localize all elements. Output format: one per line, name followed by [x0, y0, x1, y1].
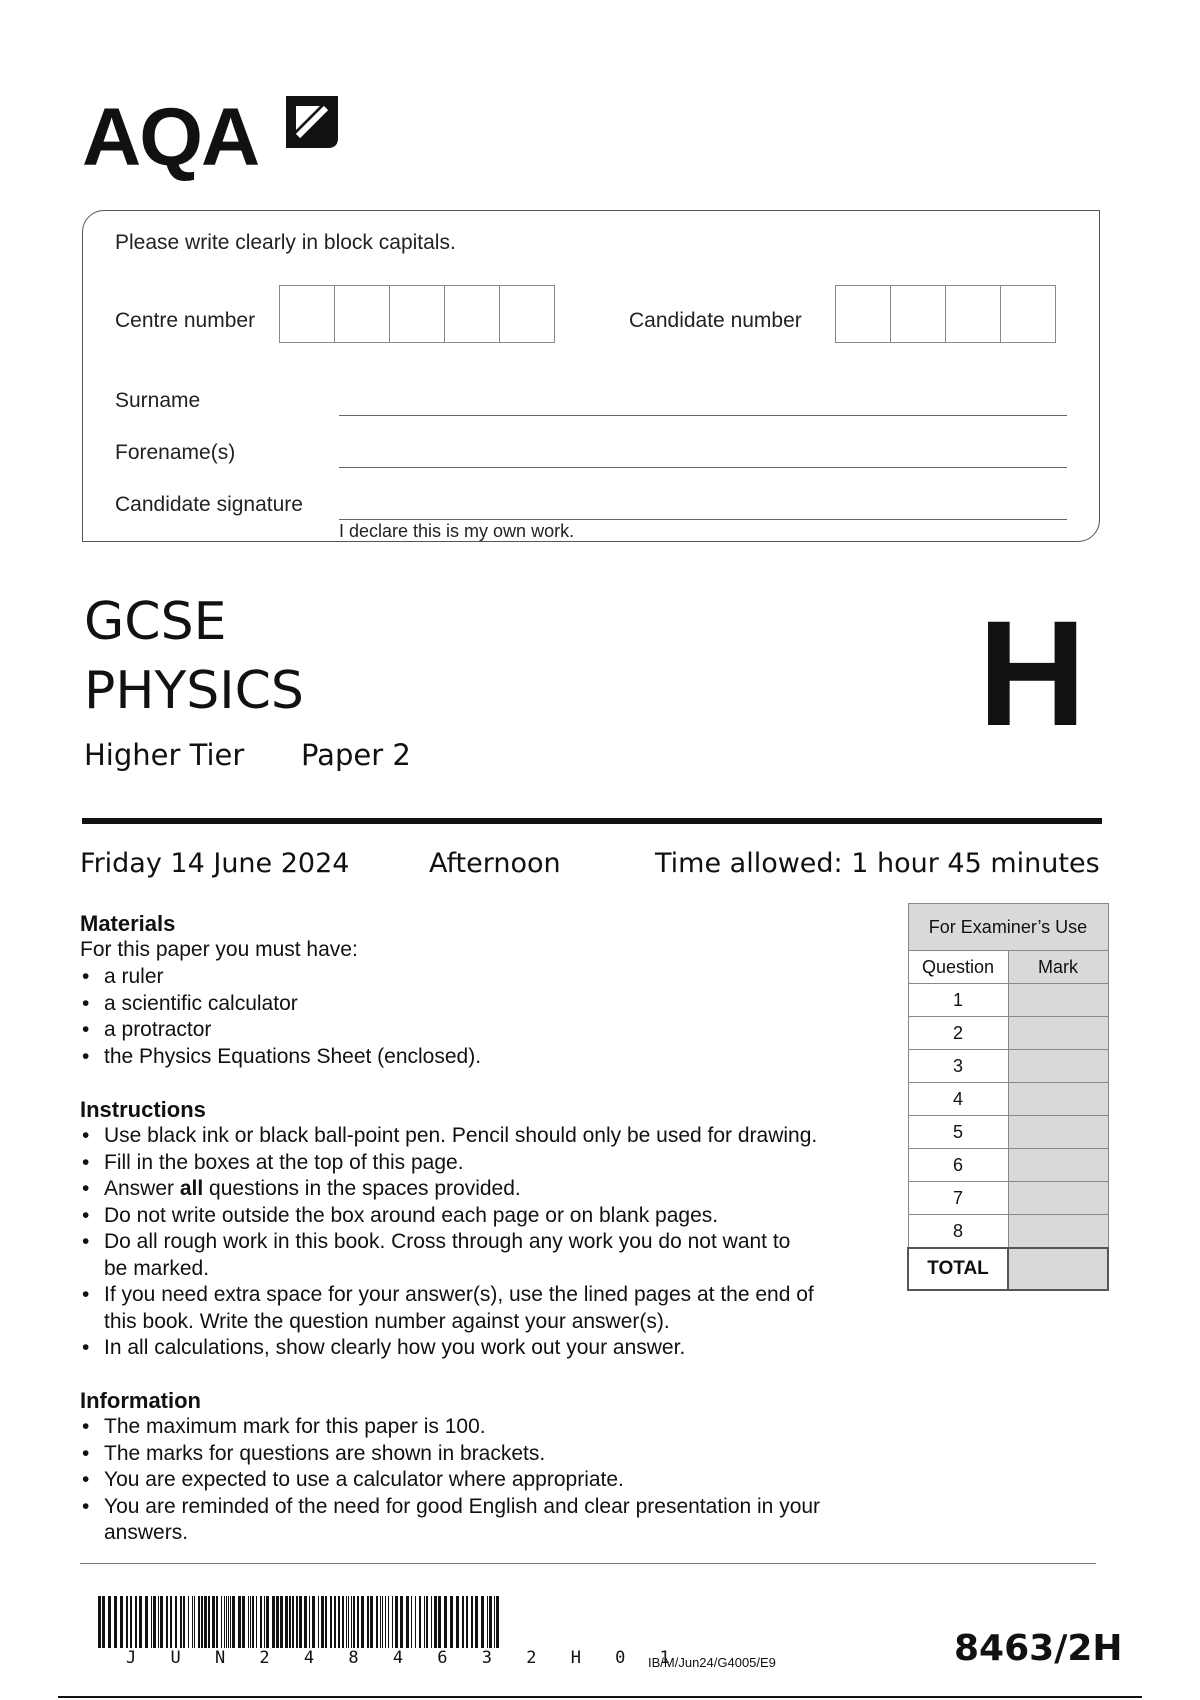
barcode-bar: [221, 1596, 222, 1648]
barcode-bar: [346, 1596, 347, 1648]
barcode-bar: [230, 1596, 231, 1648]
candidate-details-box: [82, 210, 1100, 542]
barcode-bar: [462, 1596, 464, 1648]
forenames-line[interactable]: [339, 467, 1067, 468]
barcode-bar: [330, 1596, 332, 1648]
signature-line[interactable]: [339, 519, 1067, 520]
mark-cell: [1008, 1116, 1108, 1149]
signature-label: Candidate signature: [115, 493, 303, 516]
barcode-digits: J U N 2 4 8 4 6 3 2 H 0 1: [126, 1648, 682, 1668]
barcode-bar: [348, 1596, 349, 1648]
candidate-number-boxes[interactable]: [835, 285, 1055, 343]
qualification-title: GCSE: [84, 592, 227, 652]
barcode-bar: [280, 1596, 283, 1648]
declaration-text: I declare this is my own work.: [339, 521, 575, 541]
barcode-bar: [489, 1596, 492, 1648]
barcode-bar: [385, 1596, 386, 1648]
title-divider: [82, 818, 1102, 824]
barcode-bar: [264, 1596, 265, 1648]
list-item: • a ruler: [80, 964, 870, 991]
barcode-bar: [183, 1596, 185, 1648]
paper-label: Paper 2: [301, 738, 411, 772]
barcode-bar: [312, 1596, 315, 1648]
tier-letter: H: [978, 589, 1087, 757]
barcode-bar: [342, 1596, 344, 1648]
bottom-border: [58, 1696, 1142, 1698]
barcode-bar: [481, 1596, 484, 1648]
barcode-bar: [120, 1596, 123, 1648]
list-item: • The maximum mark for this paper is 100.: [80, 1414, 840, 1441]
barcode-bar: [367, 1596, 369, 1648]
mark-cell: [1008, 1017, 1108, 1050]
barcode-image: [96, 1596, 506, 1654]
barcode-bar: [471, 1596, 473, 1648]
barcode-bar: [406, 1596, 409, 1648]
barcode-bar: [400, 1596, 403, 1648]
barcode-bar: [370, 1596, 373, 1648]
barcode-bar: [256, 1596, 257, 1648]
barcode-bar: [272, 1596, 275, 1648]
barcode-bar: [266, 1596, 269, 1648]
question-number: 5: [908, 1116, 1008, 1149]
list-item: • a protractor: [80, 1017, 870, 1044]
subject-title: PHYSICS: [84, 661, 304, 721]
logo-mark-icon: [282, 92, 342, 152]
centre-digit-box[interactable]: [444, 285, 500, 343]
barcode-bar: [158, 1596, 159, 1648]
footer-divider: [80, 1563, 1096, 1564]
centre-digit-box[interactable]: [389, 285, 445, 343]
barcode-bar: [450, 1596, 453, 1648]
barcode-bar: [318, 1596, 319, 1648]
barcode-bar: [382, 1596, 383, 1648]
instructions-heading: Instructions: [80, 1097, 206, 1122]
barcode-bar: [188, 1596, 189, 1648]
barcode-bar: [242, 1596, 245, 1648]
question-number: 4: [908, 1083, 1008, 1116]
logo-text: AQA: [82, 92, 259, 183]
instructions-list: [80, 1123, 880, 1362]
candidate-number-label: Candidate number: [629, 309, 802, 332]
barcode-bar: [232, 1596, 235, 1648]
barcode-bar: [238, 1596, 241, 1648]
barcode-bar: [198, 1596, 200, 1648]
candidate-digit-box[interactable]: [1000, 285, 1056, 343]
barcode-bar: [411, 1596, 412, 1648]
information-heading: Information: [80, 1388, 201, 1413]
candidate-digit-box[interactable]: [890, 285, 946, 343]
centre-digit-box[interactable]: [499, 285, 555, 343]
barcode-bar: [194, 1596, 195, 1648]
barcode-bar: [151, 1596, 152, 1648]
barcode-bar: [292, 1596, 294, 1648]
barcode-bar: [260, 1596, 262, 1648]
mark-cell: [1008, 1083, 1108, 1116]
candidate-digit-box[interactable]: [835, 285, 891, 343]
barcode-bar: [494, 1596, 495, 1648]
barcode-bar: [434, 1596, 437, 1648]
time-allowed: Time allowed: 1 hour 45 minutes: [655, 848, 1100, 879]
question-column-header: Question: [908, 951, 1008, 984]
total-row: [908, 1248, 1108, 1290]
barcode-bar: [145, 1596, 148, 1648]
mark-cell: [1008, 984, 1108, 1017]
surname-line[interactable]: [339, 415, 1067, 416]
materials-list: [80, 964, 870, 1070]
mark-cell: [1008, 1215, 1108, 1249]
table-row: [908, 1182, 1108, 1215]
materials-intro: For this paper you must have:: [80, 938, 358, 961]
question-number: 1: [908, 984, 1008, 1017]
barcode-bar: [226, 1596, 227, 1648]
mark-column-header: Mark: [1008, 951, 1108, 984]
barcode-bar: [376, 1596, 378, 1648]
barcode-bar: [204, 1596, 207, 1648]
barcode-bar: [114, 1596, 117, 1648]
table-row: [908, 1050, 1108, 1083]
question-number: 6: [908, 1149, 1008, 1182]
barcode-bar: [392, 1596, 393, 1648]
barcode-bar: [296, 1596, 298, 1648]
list-item: • You are expected to use a calculator where appropriate.: [80, 1467, 840, 1494]
table-row: [908, 1149, 1108, 1182]
centre-number-label: Centre number: [115, 309, 256, 332]
question-number: 2: [908, 1017, 1008, 1050]
list-item: • Fill in the boxes at the top of this page.: [80, 1150, 880, 1177]
barcode-bar: [395, 1596, 398, 1648]
barcode-bar: [153, 1596, 156, 1648]
table-row: [908, 1215, 1108, 1249]
candidate-digit-box[interactable]: [945, 285, 1001, 343]
list-item: • If you need extra space for your answer(s), use the lined pages at the end of this book. Write the question number against your answer(s).: [80, 1282, 844, 1335]
barcode-bar: [228, 1596, 229, 1648]
centre-digit-box[interactable]: [334, 285, 390, 343]
exam-date: Friday 14 June 2024: [80, 848, 350, 879]
answer-all-text: Answer all questions in the spaces provided.: [104, 1177, 521, 1200]
question-number: 8: [908, 1215, 1008, 1249]
barcode-bar: [444, 1596, 447, 1648]
barcode-bar: [285, 1596, 288, 1648]
barcode-bar: [252, 1596, 254, 1648]
barcode-bar: [192, 1596, 193, 1648]
barcode-bar: [175, 1596, 177, 1648]
examiner-use-table: [907, 903, 1109, 1291]
question-number: 3: [908, 1050, 1008, 1083]
barcode-bar: [309, 1596, 310, 1648]
aqa-logo: [82, 88, 352, 188]
centre-number-boxes[interactable]: [279, 285, 554, 343]
table-row: [908, 1017, 1108, 1050]
barcode-bar: [325, 1596, 327, 1648]
forenames-label: Forename(s): [115, 441, 236, 464]
barcode-bar: [166, 1596, 168, 1648]
barcode-bar: [180, 1596, 182, 1648]
mark-cell: [1008, 1050, 1108, 1083]
barcode-bar: [380, 1596, 381, 1648]
barcode-bar: [108, 1596, 111, 1648]
barcode-bar: [208, 1596, 210, 1648]
barcode-bar: [216, 1596, 218, 1648]
barcode-bar: [160, 1596, 163, 1648]
table-row: [908, 984, 1108, 1017]
mark-cell: [1008, 1182, 1108, 1215]
list-item: • You are reminded of the need for good English and clear presentation in your answers.: [80, 1494, 840, 1547]
centre-digit-box[interactable]: [279, 285, 335, 343]
reference-code: IB/M/Jun24/G4005/E9: [648, 1655, 776, 1670]
barcode-bar: [212, 1596, 215, 1648]
barcode-bar: [170, 1596, 172, 1648]
barcode-bar: [388, 1596, 389, 1648]
surname-label: Surname: [115, 389, 201, 412]
barcode-bar: [361, 1596, 364, 1648]
list-item: • Do not write outside the box around each page or on blank pages.: [80, 1203, 880, 1230]
list-item: [80, 1176, 880, 1203]
information-list: [80, 1414, 840, 1547]
barcode-bar: [135, 1596, 137, 1648]
list-item: • the Physics Equations Sheet (enclosed).: [80, 1044, 870, 1071]
barcode-bar: [334, 1596, 336, 1648]
total-mark-cell: [1008, 1248, 1108, 1290]
barcode-bar: [431, 1596, 432, 1648]
barcode-bar: [299, 1596, 302, 1648]
barcode-bar: [98, 1596, 101, 1648]
tier-label: Higher Tier: [84, 738, 245, 772]
list-item: • In all calculations, show clearly how you work out your answer.: [80, 1335, 880, 1362]
barcode-bar: [456, 1596, 459, 1648]
barcode-bar: [424, 1596, 425, 1648]
barcode-bar: [438, 1596, 441, 1648]
list-item: • Do all rough work in this book. Cross through any work you do not want to be marked.: [80, 1229, 814, 1282]
exam-session: Afternoon: [429, 848, 561, 879]
paper-code: 8463/2H: [954, 1628, 1123, 1669]
question-number: 7: [908, 1182, 1008, 1215]
barcode-bar: [496, 1596, 499, 1648]
barcode-bar: [126, 1596, 128, 1648]
block-capitals-instruction: Please write clearly in block capitals.: [115, 231, 456, 254]
barcode-bar: [426, 1596, 428, 1648]
barcode-bar: [224, 1596, 225, 1648]
list-item: • The marks for questions are shown in brackets.: [80, 1441, 840, 1468]
barcode-bar: [353, 1596, 355, 1648]
barcode-bar: [351, 1596, 352, 1648]
barcode-bar: [487, 1596, 488, 1648]
list-item: • a scientific calculator: [80, 991, 870, 1018]
table-row: [908, 1083, 1108, 1116]
barcode-bar: [475, 1596, 478, 1648]
barcode-bar: [321, 1596, 324, 1648]
barcode-bar: [250, 1596, 251, 1648]
barcode-bar: [419, 1596, 421, 1648]
barcode-bar: [276, 1596, 279, 1648]
barcode-bar: [139, 1596, 142, 1648]
barcode-bar: [201, 1596, 203, 1648]
barcode-bar: [304, 1596, 307, 1648]
barcode-bar: [357, 1596, 359, 1648]
total-label: TOTAL: [908, 1248, 1008, 1290]
barcode-bar: [415, 1596, 416, 1648]
mark-cell: [1008, 1149, 1108, 1182]
table-row: [908, 1116, 1108, 1149]
barcode-bar: [338, 1596, 340, 1648]
barcode-bar: [248, 1596, 249, 1648]
list-item: • Use black ink or black ball-point pen. Pencil should only be used for drawing.: [80, 1123, 880, 1150]
barcode-bar: [289, 1596, 291, 1648]
materials-heading: Materials: [80, 911, 176, 936]
barcode-bar: [466, 1596, 468, 1648]
barcode-bar: [102, 1596, 105, 1648]
examiner-table-title: For Examiner’s Use: [908, 904, 1108, 951]
barcode-bar: [130, 1596, 132, 1648]
